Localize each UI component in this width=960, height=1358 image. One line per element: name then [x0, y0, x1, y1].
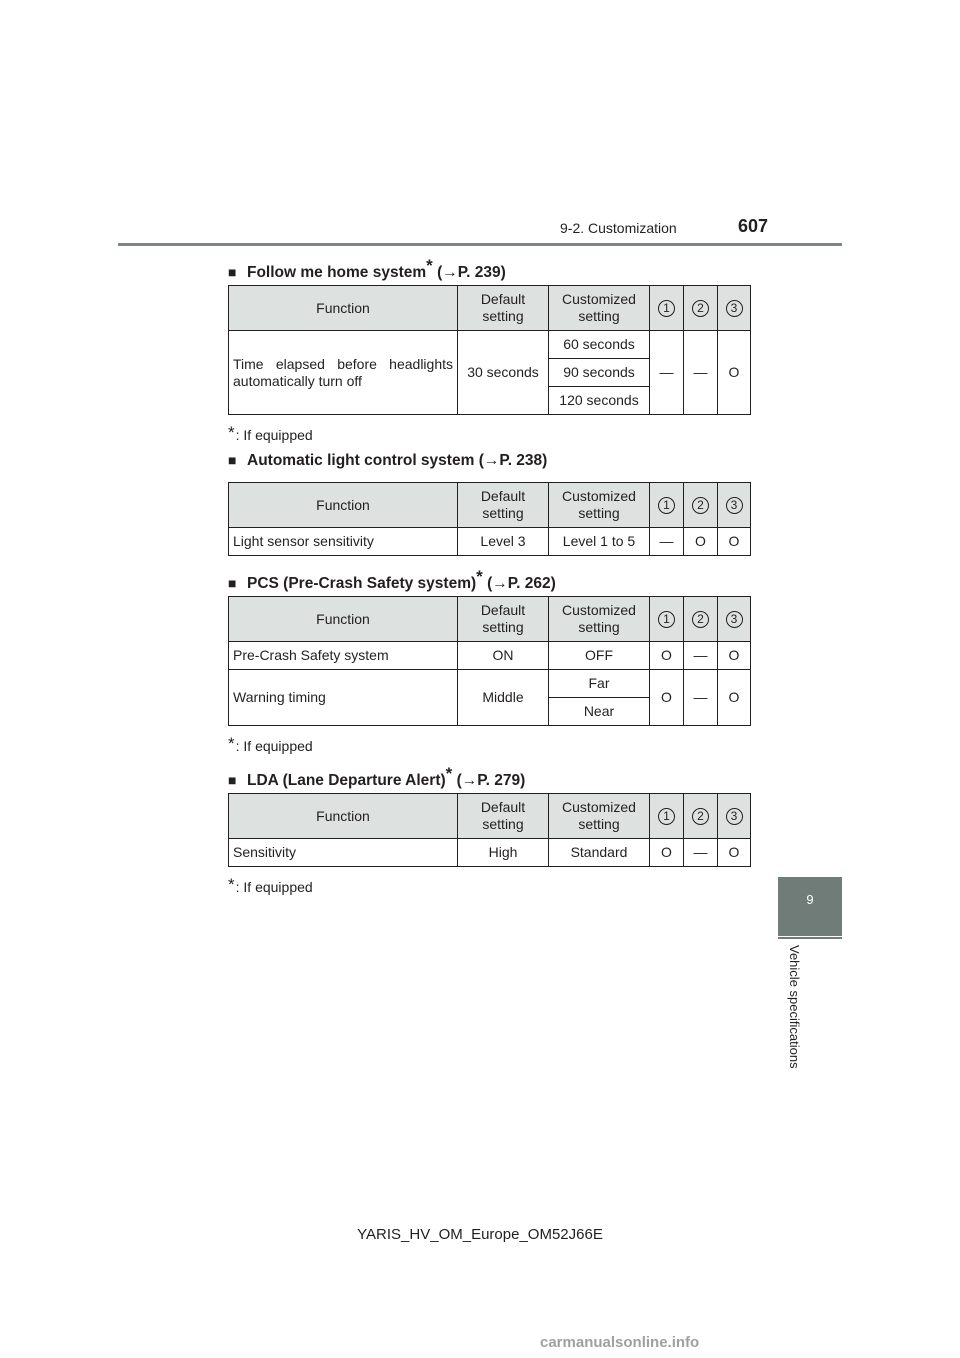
- settings-table-follow-me-home: [228, 285, 751, 415]
- header-col-3: [718, 794, 751, 839]
- section-title-follow-me-home: [228, 256, 506, 282]
- section-title-pcs: [228, 567, 556, 593]
- chapter-tab-divider: [778, 937, 842, 939]
- header-customized: Customized setting: [549, 483, 650, 528]
- circled-three-icon: 3: [726, 611, 743, 628]
- settings-table-pcs: [228, 596, 751, 726]
- header-col-3: [718, 597, 751, 642]
- square-bullet-icon: ■: [228, 452, 237, 468]
- cell-col-3: O: [718, 839, 751, 867]
- cell-col-3: O: [718, 642, 751, 670]
- table-header-row: [229, 483, 751, 528]
- table-header-row: [229, 794, 751, 839]
- table-row: [229, 670, 751, 698]
- section-title-lda: [228, 764, 525, 790]
- chapter-number: 9: [806, 892, 814, 907]
- header-customized: Customized setting: [549, 597, 650, 642]
- header-col-3: [718, 286, 751, 331]
- cell-col-3: O: [718, 331, 751, 415]
- header-default: Default setting: [458, 483, 549, 528]
- cell-customized: Standard: [549, 839, 650, 867]
- table-row: [229, 331, 751, 359]
- circled-three-icon: 3: [726, 300, 743, 317]
- header-col-3: [718, 483, 751, 528]
- page-reference: (→P. 262): [487, 575, 556, 593]
- header-col-1: [650, 597, 684, 642]
- header-function: Function: [229, 597, 458, 642]
- footnote-text: : If equipped: [235, 879, 313, 895]
- header-col-2: [684, 597, 718, 642]
- circled-three-icon: 3: [726, 808, 743, 825]
- table-row: [229, 528, 751, 556]
- header-customized: Customized setting: [549, 286, 650, 331]
- circled-one-icon: 1: [658, 808, 675, 825]
- cell-col-1: O: [650, 642, 684, 670]
- asterisk-mark: *: [445, 764, 453, 783]
- cell-customized: Level 1 to 5: [549, 528, 650, 556]
- table-row: [229, 642, 751, 670]
- cell-function: Sensitivity: [229, 839, 458, 867]
- circled-one-icon: 1: [658, 300, 675, 317]
- page-reference: (→P. 239): [437, 264, 506, 282]
- section-title-text: LDA (Lane Departure Alert): [247, 772, 446, 790]
- circled-two-icon: 2: [692, 611, 709, 628]
- cell-function: Light sensor sensitivity: [229, 528, 458, 556]
- cell-function: Time elapsed before headlights automatically turn off: [229, 331, 458, 415]
- section-title-automatic-light-control: [228, 452, 547, 470]
- cell-default: ON: [458, 642, 549, 670]
- circled-three-icon: 3: [726, 497, 743, 514]
- cell-option: 120 seconds: [549, 387, 650, 415]
- header-col-2: [684, 483, 718, 528]
- square-bullet-icon: ■: [228, 772, 237, 789]
- cell-default: Level 3: [458, 528, 549, 556]
- header-col-1: [650, 483, 684, 528]
- circled-one-icon: 1: [658, 611, 675, 628]
- page-number: 607: [738, 216, 769, 236]
- section-header: 9-2. Customization: [560, 220, 677, 236]
- cell-col-3: O: [718, 528, 751, 556]
- table-row: [229, 839, 751, 867]
- square-bullet-icon: ■: [228, 264, 237, 281]
- header-default: Default setting: [458, 794, 549, 839]
- cell-col-2: —: [684, 331, 718, 415]
- cell-option: Far: [549, 670, 650, 698]
- circled-one-icon: 1: [658, 497, 675, 514]
- header-default: Default setting: [458, 597, 549, 642]
- cell-col-2: —: [684, 839, 718, 867]
- table-header-row: [229, 286, 751, 331]
- section-title-text: Follow me home system: [247, 264, 427, 282]
- cell-col-3: O: [718, 670, 751, 726]
- cell-col-1: O: [650, 839, 684, 867]
- cell-function: Warning timing: [229, 670, 458, 726]
- header-col-1: [650, 794, 684, 839]
- cell-option: Near: [549, 698, 650, 726]
- asterisk-mark: *: [228, 875, 235, 894]
- header-function: Function: [229, 794, 458, 839]
- page-reference: (→P. 279): [456, 772, 526, 790]
- header-function: Function: [229, 286, 458, 331]
- footnote-text: : If equipped: [235, 427, 313, 443]
- cell-col-1: —: [650, 331, 684, 415]
- cell-col-1: —: [650, 528, 684, 556]
- footnote: [228, 423, 313, 443]
- watermark-text: carmanualsonline.info: [540, 1334, 700, 1351]
- cell-option: 90 seconds: [549, 359, 650, 387]
- cell-col-1: O: [650, 670, 684, 726]
- header-customized: Customized setting: [549, 794, 650, 839]
- chapter-label: Vehicle specifications: [787, 945, 802, 1069]
- circled-two-icon: 2: [692, 808, 709, 825]
- asterisk-mark: *: [228, 423, 235, 442]
- cell-option: 60 seconds: [549, 331, 650, 359]
- page-reference: (→P. 238): [478, 452, 548, 469]
- settings-table-automatic-light-control: [228, 482, 751, 556]
- footnote: [228, 734, 313, 754]
- cell-customized: OFF: [549, 642, 650, 670]
- header-function: Function: [229, 483, 458, 528]
- header-col-1: [650, 286, 684, 331]
- cell-col-2: —: [684, 670, 718, 726]
- cell-default: High: [458, 839, 549, 867]
- header-col-2: [684, 286, 718, 331]
- cell-function: Pre-Crash Safety system: [229, 642, 458, 670]
- settings-table-lda: [228, 793, 751, 867]
- asterisk-mark: *: [476, 567, 483, 586]
- footnote: [228, 875, 313, 895]
- asterisk-mark: *: [426, 256, 433, 275]
- cell-default: 30 seconds: [458, 331, 549, 415]
- document-code: YARIS_HV_OM_Europe_OM52J66E: [357, 1226, 603, 1243]
- table-header-row: [229, 597, 751, 642]
- cell-default: Middle: [458, 670, 549, 726]
- header-col-2: [684, 794, 718, 839]
- asterisk-mark: *: [228, 734, 235, 753]
- cell-col-2: —: [684, 642, 718, 670]
- header-divider: [118, 243, 842, 246]
- footnote-text: : If equipped: [235, 738, 313, 754]
- circled-two-icon: 2: [692, 497, 709, 514]
- square-bullet-icon: ■: [228, 575, 237, 592]
- circled-two-icon: 2: [692, 300, 709, 317]
- section-title-text: Automatic light control system: [247, 452, 475, 469]
- cell-col-2: O: [684, 528, 718, 556]
- header-default: Default setting: [458, 286, 549, 331]
- section-title-text: PCS (Pre-Crash Safety system): [247, 575, 477, 593]
